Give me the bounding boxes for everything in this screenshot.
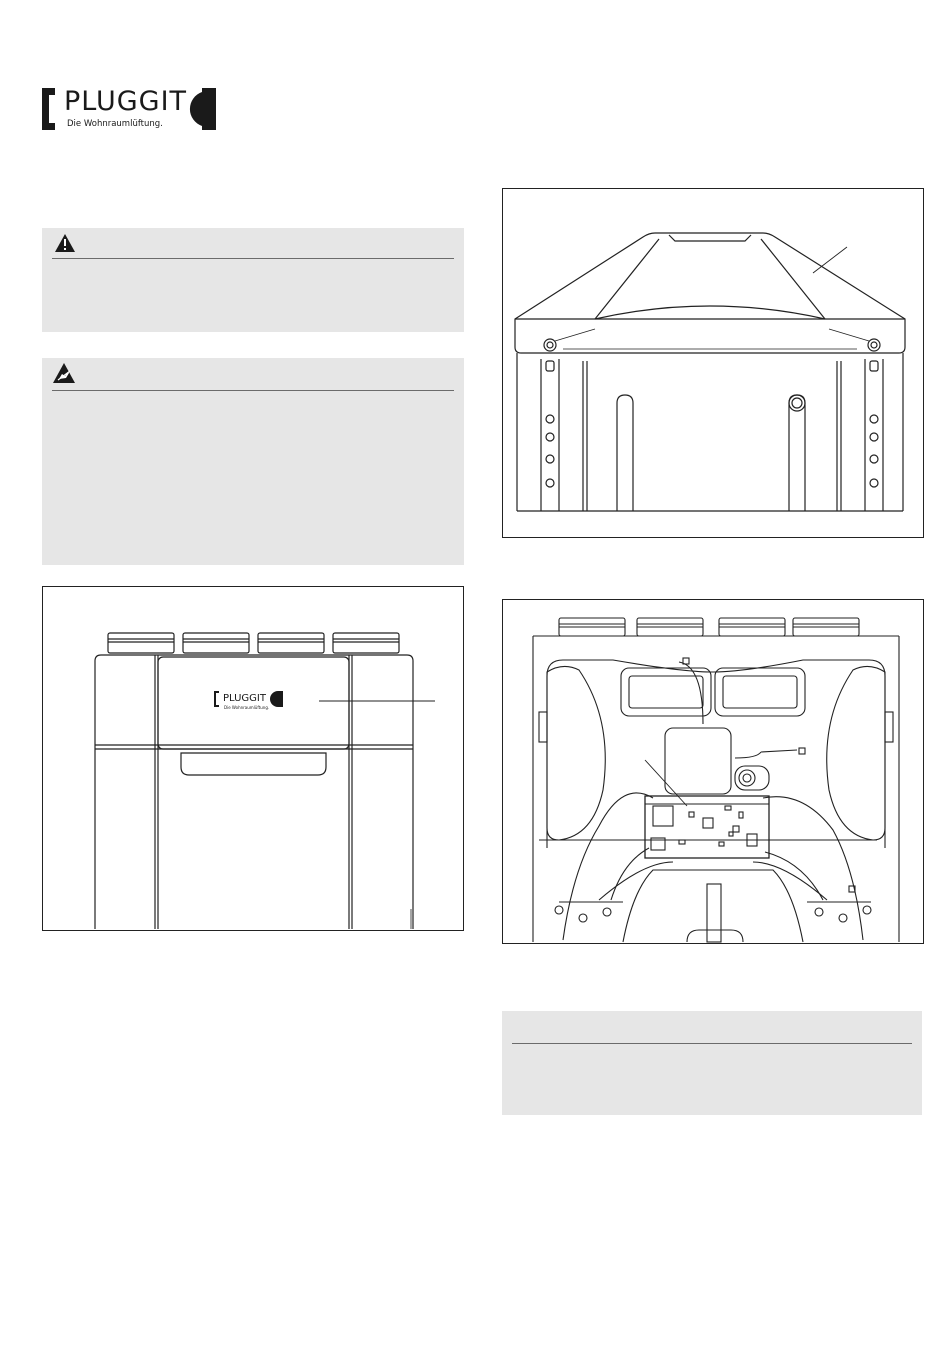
front-unit-drawing	[43, 587, 463, 930]
warning-box	[42, 228, 464, 332]
figure-front-unit	[42, 586, 464, 931]
cover-logo-brand: PLUGGIT	[223, 693, 266, 704]
figure-open-unit-electronics	[502, 599, 924, 944]
open-unit-drawing	[503, 600, 923, 943]
top-cover-drawing	[503, 189, 923, 537]
warning-rule	[52, 258, 454, 259]
esd-rule	[52, 390, 454, 391]
esd-hand-icon	[52, 362, 76, 384]
esd-box	[42, 358, 464, 565]
pluggit-logo	[40, 86, 220, 132]
note-rule	[512, 1043, 912, 1044]
cover-logo-tagline: Die Wohnraumlüftung.	[224, 705, 270, 710]
logo-tagline: Die Wohnraumlüftung.	[67, 119, 163, 129]
figure-top-cover	[502, 188, 924, 538]
logo-brand-text: PLUGGIT	[64, 86, 188, 117]
note-box	[502, 1011, 922, 1115]
spigot	[108, 633, 174, 653]
warning-triangle-icon	[54, 233, 76, 253]
